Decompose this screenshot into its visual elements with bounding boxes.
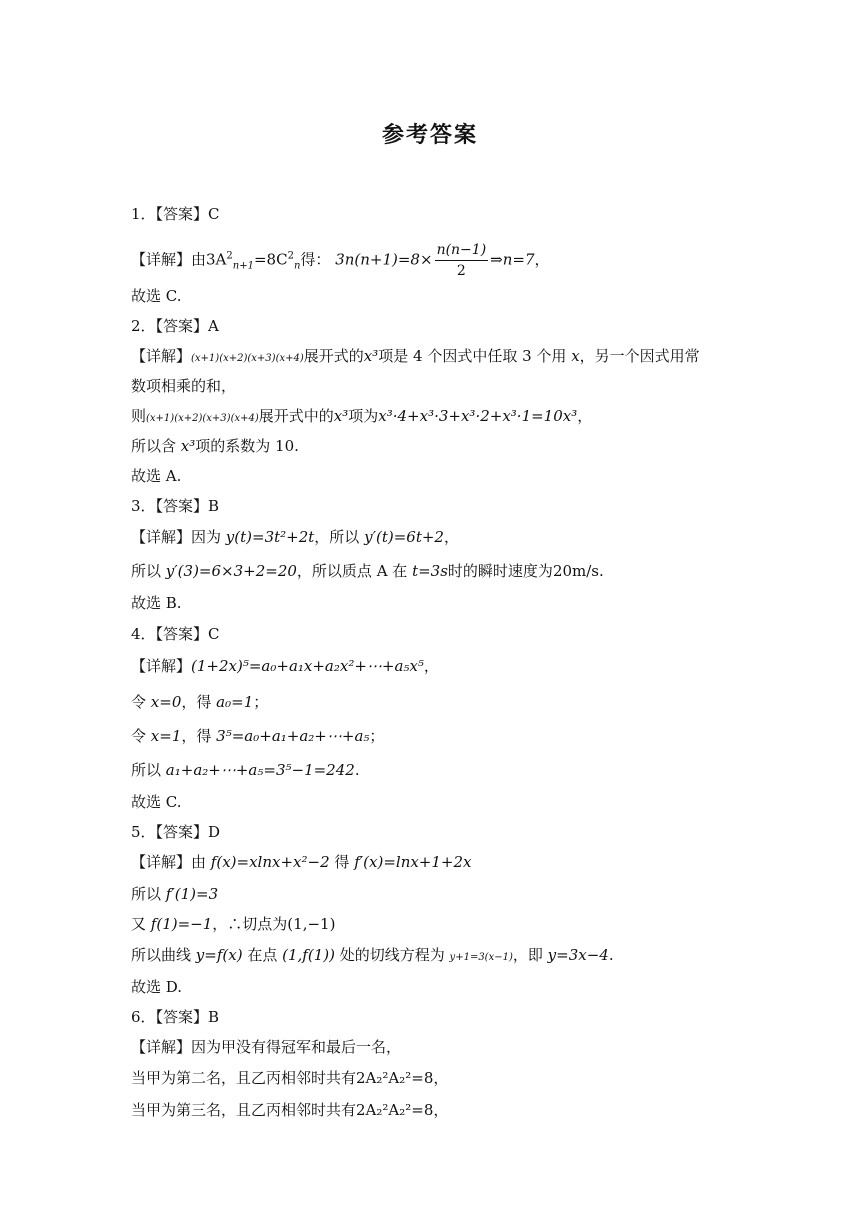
q1-detail	[131, 240, 550, 281]
q2-detail-2: 数项相乘的和，	[131, 377, 237, 395]
text: 【详解】因为	[131, 528, 222, 546]
q3-choice: 故选 B.	[131, 594, 182, 612]
math: t=3s	[412, 562, 448, 580]
q4-answer: 4．【答案】C	[131, 625, 220, 643]
math: 3A	[206, 250, 227, 269]
math: a₀=1	[216, 693, 254, 711]
text: ，	[433, 1101, 449, 1119]
sup: 2	[287, 250, 294, 262]
math: y′(3)=6×3+2=20	[165, 562, 297, 580]
math: (x+1)(x+2)(x+3)(x+4)	[146, 413, 259, 424]
q4-detail-3	[131, 726, 384, 746]
text: 处的切线方程为	[339, 946, 445, 964]
text: ，	[443, 528, 459, 546]
text: 时的瞬时速度为	[447, 562, 553, 580]
denominator: 2	[456, 263, 466, 279]
q3-detail-2	[131, 561, 604, 581]
label: 【详解】	[131, 347, 192, 365]
text: 则	[131, 407, 147, 425]
sub: n+1	[232, 260, 254, 272]
q5-detail-4	[131, 945, 614, 968]
q2-answer: 2．【答案】A	[131, 317, 219, 335]
q6-answer: 6．【答案】B	[131, 1008, 220, 1026]
q6-detail-1: 【详解】因为甲没有得冠军和最后一名，	[131, 1038, 402, 1056]
text: 当甲为第二名，且乙丙相邻时共有	[131, 1069, 357, 1087]
text: 项是 4 个因式中任取 3 个用	[378, 347, 567, 365]
q4-detail-1	[131, 656, 439, 676]
q5-detail-3	[131, 914, 335, 934]
math: y=f(x)	[195, 946, 243, 964]
q5-detail-2	[131, 884, 218, 904]
math: x³·4+x³·3+x³·2+x³·1=10x³	[378, 407, 578, 425]
fraction	[435, 240, 489, 281]
sup: 2	[226, 250, 233, 262]
q2-choice: 故选 A.	[131, 467, 182, 485]
text: 项的系数为 10.	[195, 437, 299, 455]
q4-choice: 故选 C.	[131, 793, 182, 811]
math: (1,f(1))	[282, 946, 335, 964]
text: 令	[131, 727, 147, 745]
text: 展开式中的	[258, 407, 334, 425]
text: 所以含	[131, 437, 177, 455]
q3-detail-1	[131, 527, 459, 547]
text: 所以	[131, 562, 162, 580]
text: ，∴切点为	[212, 915, 288, 933]
math: ⇒n=7	[490, 250, 535, 269]
q6-detail-3	[131, 1100, 448, 1120]
math: f′(x)=lnx+1+2x	[354, 853, 472, 871]
math: x=1	[150, 727, 182, 745]
sub: n	[293, 260, 301, 272]
q3-answer: 3．【答案】B	[131, 497, 220, 515]
q1-answer: 1．【答案】C	[131, 205, 220, 223]
math: (x+1)(x+2)(x+3)(x+4)	[191, 353, 304, 364]
text: 【详解】由	[131, 853, 207, 871]
text: 得	[334, 853, 350, 871]
math: f(1)=−1	[150, 915, 213, 933]
math: f(x)=xlnx+x²−2	[210, 853, 330, 871]
math: 20m/s	[552, 562, 599, 580]
text: 项为	[348, 407, 379, 425]
text: ；	[253, 693, 269, 711]
math: 3n(n+1)=8×	[335, 250, 433, 269]
math: y(t)=3t²+2t	[225, 528, 315, 546]
text: ，	[534, 250, 550, 269]
math: x³	[363, 347, 379, 365]
math: 2A₂²A₂²=8	[356, 1069, 434, 1087]
text: 又	[131, 915, 147, 933]
label: 【详解】	[131, 657, 192, 675]
label: 【详解】由	[131, 250, 207, 269]
text: 所以	[131, 885, 162, 903]
q1-choice: 故选 C.	[131, 287, 182, 305]
math: x³	[333, 407, 349, 425]
text: .	[608, 946, 614, 964]
text: .	[599, 562, 604, 580]
page-title: 参考答案	[381, 123, 478, 148]
text: ，所以质点 A 在	[296, 562, 408, 580]
math: 2A₂²A₂²=8	[356, 1101, 434, 1119]
text: ，得	[181, 693, 212, 711]
q2-detail-1	[131, 346, 700, 369]
math: =8C	[253, 250, 288, 269]
math: f′(1)=3	[165, 885, 219, 903]
q4-detail-2	[131, 692, 268, 712]
text: 展开式的	[303, 347, 364, 365]
text: 所以曲线	[131, 946, 192, 964]
math: x	[571, 347, 580, 365]
q5-answer: 5．【答案】D	[131, 823, 221, 841]
math: y+1=3(x−1)	[449, 952, 513, 963]
text: ，得	[181, 727, 212, 745]
text: 在点	[247, 946, 278, 964]
text: ，	[577, 407, 593, 425]
text: ；	[369, 727, 385, 745]
math: y′(t)=6t+2	[364, 528, 444, 546]
math: (1+2x)⁵=a₀+a₁x+a₂x²+⋯+a₅x⁵	[191, 657, 424, 675]
text: 得：	[300, 250, 331, 269]
text: ，所以	[314, 528, 360, 546]
math: 3⁵=a₀+a₁+a₂+⋯+a₅	[216, 727, 370, 745]
numerator: n(n−1)	[435, 240, 489, 261]
math: a₁+a₂+⋯+a₅=3⁵−1=242	[165, 761, 355, 779]
text: ，即	[512, 946, 543, 964]
text: ，	[433, 1069, 449, 1087]
math: y=3x−4	[547, 946, 609, 964]
text: ，另一个因式用常	[579, 347, 700, 365]
math: (1,−1)	[287, 915, 336, 933]
q4-detail-4	[131, 760, 360, 780]
text: ，	[423, 657, 439, 675]
q2-detail-3	[131, 406, 592, 429]
math: x=0	[150, 693, 182, 711]
q6-detail-2	[131, 1068, 448, 1088]
text: 当甲为第三名，且乙丙相邻时共有	[131, 1101, 357, 1119]
text: .	[354, 761, 360, 779]
q2-detail-4	[131, 436, 299, 456]
q5-choice: 故选 D.	[131, 978, 183, 996]
text: 令	[131, 693, 147, 711]
q5-detail-1	[131, 852, 472, 872]
math: x³	[180, 437, 196, 455]
text: 所以	[131, 761, 162, 779]
